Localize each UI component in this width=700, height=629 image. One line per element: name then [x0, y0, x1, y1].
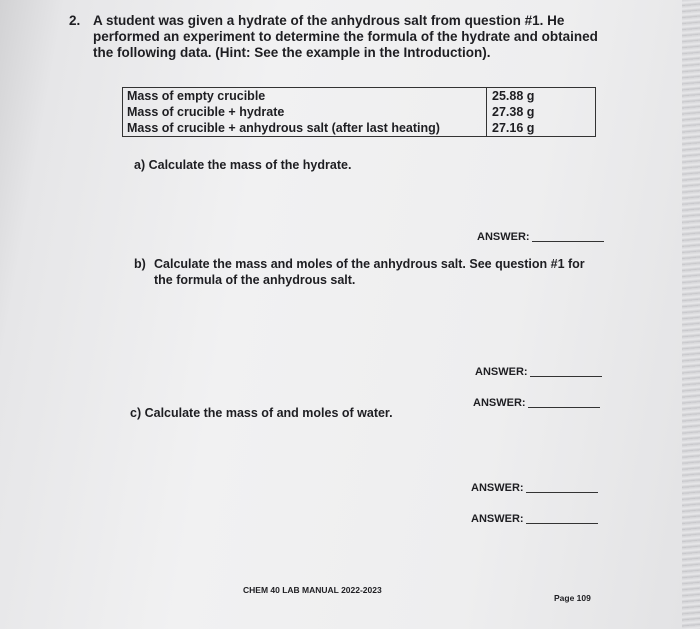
row-value: 27.16 g [487, 120, 596, 137]
answer-label: ANSWER: [471, 513, 524, 525]
answer-c-mass [471, 482, 598, 494]
row-value: 27.38 g [487, 104, 596, 120]
question-number: 2. [69, 13, 81, 28]
footer-page: Page 109 [554, 593, 591, 603]
table-row [123, 120, 596, 137]
answer-a [477, 231, 604, 243]
answer-label: ANSWER: [475, 366, 528, 378]
answer-line [528, 406, 600, 408]
question-text: A student was given a hydrate of the anhydrous salt from question #1. He performed an experiment to determine the formula of the hydrate and obtained the following data. (Hint: See the example in the Introduction). [93, 13, 598, 60]
part-c: c) Calculate the mass of and moles of water. [130, 406, 393, 420]
answer-line [530, 375, 602, 377]
page-edge [682, 0, 700, 629]
answer-b-moles [473, 397, 600, 409]
answer-label: ANSWER: [473, 397, 526, 409]
data-table [122, 87, 596, 137]
part-a: a) Calculate the mass of the hydrate. [134, 158, 352, 172]
row-label: Mass of empty crucible [123, 88, 487, 105]
answer-c-moles [471, 513, 598, 525]
answer-label: ANSWER: [471, 482, 524, 494]
answer-line [526, 522, 598, 524]
answer-line [532, 240, 604, 242]
answer-label: ANSWER: [477, 231, 530, 243]
answer-line [526, 491, 598, 493]
part-b-text: Calculate the mass and moles of the anhydrous salt. See question #1 for the formula of the anhydrous salt. [154, 257, 585, 287]
part-b-letter: b) [134, 257, 146, 271]
footer-manual: CHEM 40 LAB MANUAL 2022-2023 [243, 585, 382, 595]
row-label: Mass of crucible + anhydrous salt (after last heating) [123, 120, 487, 137]
answer-b-mass [475, 366, 602, 378]
row-label: Mass of crucible + hydrate [123, 104, 487, 120]
row-value: 25.88 g [487, 88, 596, 105]
table-row [123, 104, 596, 120]
table-row [123, 88, 596, 105]
